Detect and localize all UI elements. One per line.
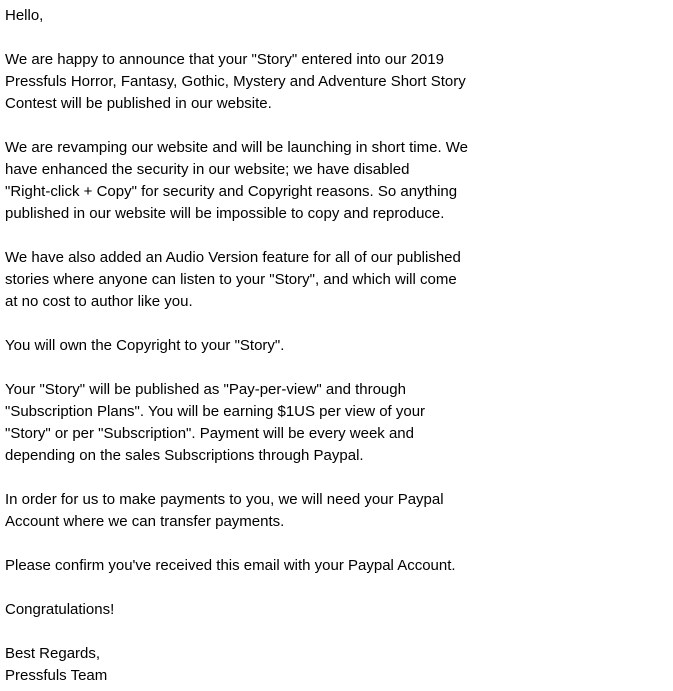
text-line: have enhanced the security in our website; we have disabled [5, 161, 410, 178]
signature-line: Pressfuls Team [5, 667, 108, 684]
paragraph-paypal-request [5, 489, 665, 533]
text-line: Your "Story" will be published as "Pay-per-view" and through [5, 381, 406, 398]
text-line: Pressfuls Horror, Fantasy, Gothic, Mystery and Adventure Short Story [5, 73, 466, 90]
paragraph-payment-terms [5, 379, 665, 467]
paragraph-copyright [5, 335, 665, 357]
text-line: "Story" or per "Subscription". Payment will be every week and [5, 425, 414, 442]
text-line: You will own the Copyright to your "Story". [5, 337, 285, 354]
email-body [5, 5, 665, 687]
text-line: Please confirm you've received this email with your Paypal Account. [5, 557, 456, 574]
signoff-line: Best Regards, [5, 645, 101, 662]
email-closing [5, 643, 665, 687]
text-line: at no cost to author like you. [5, 293, 193, 310]
text-line: "Subscription Plans". You will be earning $1US per view of your [5, 403, 426, 420]
text-line: We have also added an Audio Version feature for all of our published [5, 249, 461, 266]
text-line: published in our website will be impossible to copy and reproduce. [5, 205, 445, 222]
text-line: Congratulations! [5, 601, 115, 618]
paragraph-confirm-request [5, 555, 665, 577]
text-line: "Right-click + Copy" for security and Copyright reasons. So anything [5, 183, 458, 200]
text-line: In order for us to make payments to you, we will need your Paypal [5, 491, 444, 508]
email-greeting [5, 5, 665, 27]
paragraph-audio-version [5, 247, 665, 313]
greeting-line: Hello, [5, 7, 44, 24]
text-line: We are revamping our website and will be launching in short time. We [5, 139, 469, 156]
paragraph-announcement [5, 49, 665, 115]
paragraph-website-revamp [5, 137, 665, 225]
text-line: Account where we can transfer payments. [5, 513, 285, 530]
text-line: stories where anyone can listen to your "Story", and which will come [5, 271, 457, 288]
paragraph-congratulations [5, 599, 665, 621]
text-line: depending on the sales Subscriptions through Paypal. [5, 447, 364, 464]
text-line: Contest will be published in our website. [5, 95, 272, 112]
text-line: We are happy to announce that your "Story" entered into our 2019 [5, 51, 444, 68]
